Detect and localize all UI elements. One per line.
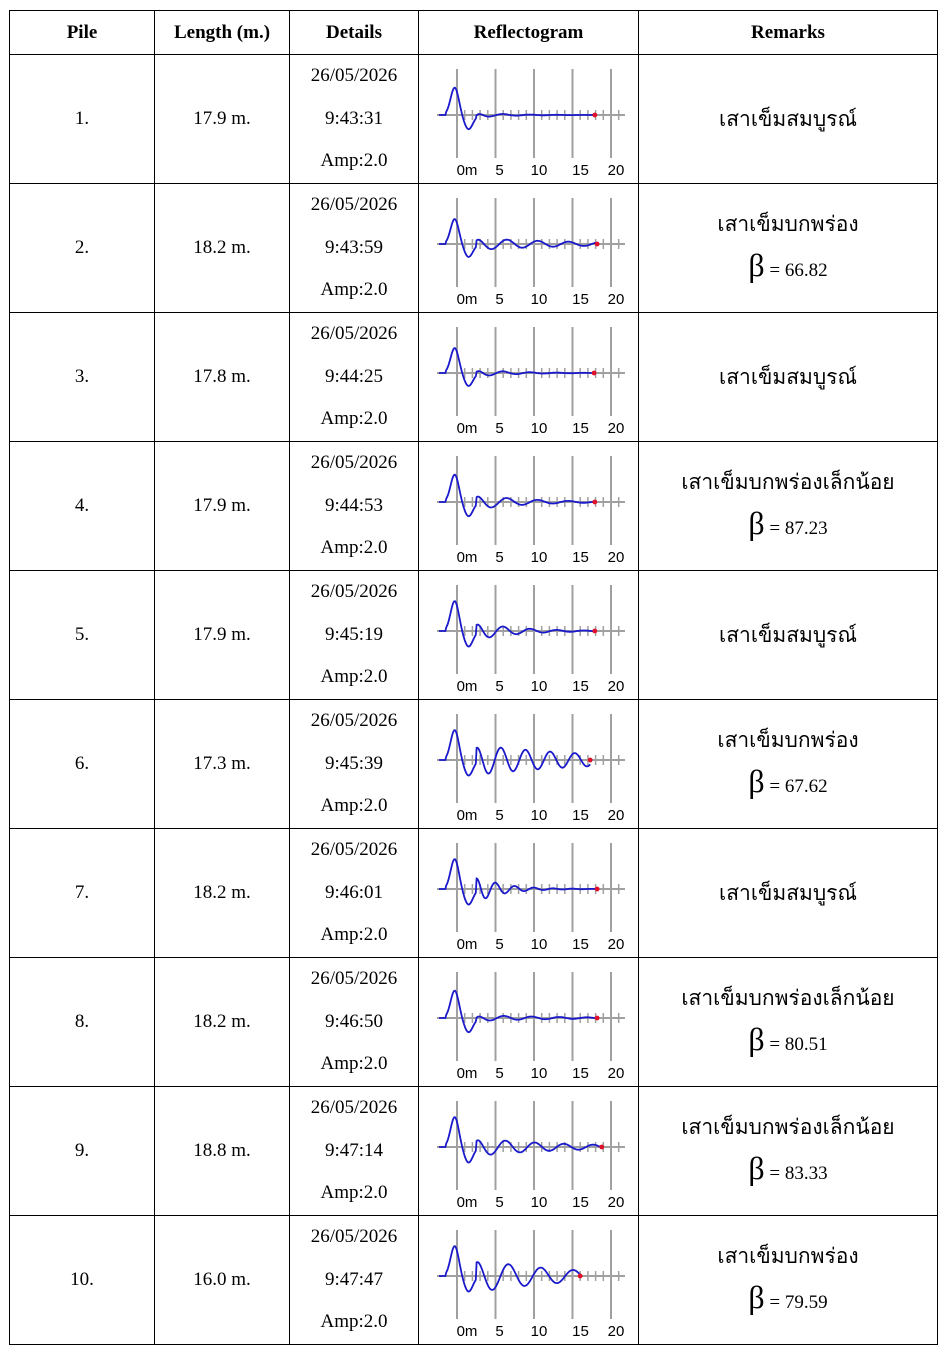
tick-label: 20 [607,1194,624,1211]
pile-length: 18.2 m. [155,829,290,958]
pile-number: 1. [10,55,155,184]
reflectogram-cell [419,829,639,958]
test-time: 9:47:14 [324,1139,384,1161]
amplification: Amp:2.0 [320,1182,388,1204]
tick-label: 0m [456,807,477,824]
pile-number: 6. [10,700,155,829]
tick-label: 10 [530,549,547,566]
toe-marker [594,1016,599,1021]
tick-label: 20 [607,936,624,953]
pile-details [290,1216,419,1345]
tick-label: 0m [456,1065,477,1082]
beta-symbol: β [748,1021,765,1057]
test-date: 26/05/2026 [310,710,398,732]
beta-line [639,760,937,808]
tick-label: 10 [530,1065,547,1082]
tick-label: 15 [571,1065,589,1082]
test-date: 26/05/2026 [310,452,398,474]
tick-label: 20 [607,678,624,695]
beta-value: = 66.82 [769,260,828,281]
test-time: 9:45:19 [324,623,384,645]
reflectogram-trace [439,730,590,775]
remark-text: เสาเข็มบกพร่อง [717,212,859,236]
test-date: 26/05/2026 [310,839,398,861]
remark-text: เสาเข็มสมบูรณ์ [719,365,857,389]
toe-marker [592,113,597,118]
header-length: Length (m.) [155,11,290,55]
pile-length: 18.8 m. [155,1087,290,1216]
beta-value: = 80.51 [769,1034,828,1055]
tick-label: 0m [456,678,477,695]
reflectogram-cell [419,1216,639,1345]
pile-details [290,184,419,313]
test-date: 26/05/2026 [310,323,398,345]
tick-label: 5 [494,420,504,437]
pile-details [290,571,419,700]
tick-label: 15 [571,936,589,953]
beta-line [639,502,937,550]
beta-value: = 67.62 [769,776,828,797]
tick-label: 10 [530,678,547,695]
pile-length: 17.3 m. [155,700,290,829]
toe-marker [594,242,599,247]
pile-number: 2. [10,184,155,313]
pile-number: 7. [10,829,155,958]
beta-symbol: β [748,247,765,283]
tick-label: 15 [571,1323,589,1340]
remark-text: เสาเข็มบกพร่อง [717,1244,859,1268]
pile-length: 17.9 m. [155,55,290,184]
tick-label: 20 [607,807,624,824]
header-pile: Pile [10,11,155,55]
toe-marker [592,629,597,634]
toe-marker [591,371,596,376]
tick-label: 10 [530,420,547,437]
test-time: 9:46:01 [324,881,384,903]
table-row [10,700,938,829]
header-remarks: Remarks [639,11,938,55]
remark-text: เสาเข็มบกพร่องเล็กน้อย [681,1115,895,1139]
remarks-cell [639,958,938,1087]
beta-line [639,1018,937,1066]
tick-label: 5 [494,549,504,566]
tick-label: 5 [494,162,504,179]
tick-label: 0m [456,162,477,179]
remark-text: เสาเข็มบกพร่องเล็กน้อย [681,470,895,494]
beta-symbol: β [748,1150,765,1186]
toe-marker [599,1145,604,1150]
pile-number: 4. [10,442,155,571]
tick-label: 15 [571,549,589,566]
test-date: 26/05/2026 [310,65,398,87]
remark-text: เสาเข็มสมบูรณ์ [719,881,857,905]
header-reflectogram: Reflectogram [419,11,639,55]
pile-details [290,55,419,184]
toe-marker [592,500,597,505]
reflectogram-cell [419,958,639,1087]
pile-number: 9. [10,1087,155,1216]
reflectogram-trace [439,601,594,646]
reflectogram-chart [427,962,631,1082]
tick-label: 5 [494,1194,504,1211]
tick-label: 15 [571,420,589,437]
remarks-cell [639,442,938,571]
tick-label: 15 [571,1194,589,1211]
reflectogram-chart [427,188,631,308]
toe-marker [587,758,592,763]
pile-details [290,829,419,958]
table-row [10,313,938,442]
reflectogram-cell [419,55,639,184]
beta-value: = 87.23 [769,518,828,539]
tick-label: 0m [456,936,477,953]
remarks-cell [639,571,938,700]
beta-symbol: β [748,505,765,541]
beta-symbol: β [748,1279,765,1315]
remark-text: เสาเข็มสมบูรณ์ [719,107,857,131]
tick-label: 20 [607,420,624,437]
remarks-cell [639,184,938,313]
reflectogram-cell [419,313,639,442]
amplification: Amp:2.0 [320,1311,388,1333]
beta-line [639,244,937,292]
reflectogram-cell [419,571,639,700]
tick-label: 0m [456,291,477,308]
test-date: 26/05/2026 [310,968,398,990]
tick-label: 15 [571,291,589,308]
tick-label: 0m [456,1194,477,1211]
reflectogram-cell [419,184,639,313]
table-row [10,958,938,1087]
tick-label: 5 [494,678,504,695]
tick-label: 10 [530,291,547,308]
remark-text: เสาเข็มสมบูรณ์ [719,623,857,647]
table-row [10,1087,938,1216]
pile-details [290,1087,419,1216]
table-row [10,55,938,184]
header-details: Details [290,11,419,55]
remarks-cell [639,55,938,184]
reflectogram-trace [439,88,594,130]
reflectogram-chart [427,1091,631,1211]
pile-details [290,442,419,571]
amplification: Amp:2.0 [320,279,388,301]
pile-length: 18.2 m. [155,958,290,1087]
tick-label: 5 [494,936,504,953]
pile-length: 17.9 m. [155,442,290,571]
tick-label: 10 [530,936,547,953]
pile-length: 16.0 m. [155,1216,290,1345]
pile-length: 18.2 m. [155,184,290,313]
reflectogram-cell [419,1087,639,1216]
beta-line [639,1147,937,1195]
tick-label: 20 [607,549,624,566]
tick-label: 15 [571,678,589,695]
table-row [10,571,938,700]
table-row [10,184,938,313]
test-date: 26/05/2026 [310,1226,398,1248]
reflectogram-chart [427,833,631,953]
test-time: 9:43:31 [324,107,384,129]
tick-label: 10 [530,162,547,179]
test-time: 9:45:39 [324,752,384,774]
tick-label: 10 [530,1194,547,1211]
remarks-cell [639,829,938,958]
toe-marker [594,887,599,892]
tick-label: 20 [607,1065,624,1082]
remark-text: เสาเข็มบกพร่อง [717,728,859,752]
table-body [10,55,938,1345]
tick-label: 5 [494,807,504,824]
reflectogram-chart [427,704,631,824]
pile-details [290,958,419,1087]
beta-symbol: β [748,763,765,799]
tick-label: 10 [530,1323,547,1340]
tick-label: 0m [456,1323,477,1340]
reflectogram-chart [427,317,631,437]
toe-marker [577,1274,582,1279]
test-time: 9:44:25 [324,365,384,387]
reflectogram-chart [427,575,631,695]
tick-label: 15 [571,162,589,179]
pile-results-table [9,10,938,1345]
test-date: 26/05/2026 [310,194,398,216]
reflectogram-trace [439,1117,601,1162]
pile-details [290,700,419,829]
tick-label: 0m [456,549,477,566]
tick-label: 15 [571,807,589,824]
tick-label: 5 [494,1065,504,1082]
reflectogram-chart [427,59,631,179]
reflectogram-trace [439,475,594,517]
test-time: 9:46:50 [324,1010,384,1032]
test-date: 26/05/2026 [310,581,398,603]
pile-length: 17.9 m. [155,571,290,700]
pile-number: 8. [10,958,155,1087]
amplification: Amp:2.0 [320,150,388,172]
reflectogram-trace [439,1246,580,1291]
table-row [10,442,938,571]
amplification: Amp:2.0 [320,666,388,688]
reflectogram-chart [427,1220,631,1340]
tick-label: 5 [494,1323,504,1340]
test-time: 9:43:59 [324,236,384,258]
remarks-cell [639,1087,938,1216]
amplification: Amp:2.0 [320,795,388,817]
remarks-cell [639,700,938,829]
remarks-cell [639,1216,938,1345]
header-row [10,11,938,55]
remark-text: เสาเข็มบกพร่องเล็กน้อย [681,986,895,1010]
pile-number: 5. [10,571,155,700]
tick-label: 20 [607,1323,624,1340]
pile-length: 17.8 m. [155,313,290,442]
amplification: Amp:2.0 [320,408,388,430]
reflectogram-trace [439,348,593,386]
table-row [10,1216,938,1345]
beta-line [639,1276,937,1324]
reflectogram-chart [427,446,631,566]
tick-label: 20 [607,291,624,308]
pile-details [290,313,419,442]
tick-label: 10 [530,807,547,824]
tick-label: 20 [607,162,624,179]
amplification: Amp:2.0 [320,924,388,946]
tick-label: 5 [494,291,504,308]
pile-number: 3. [10,313,155,442]
reflectogram-cell [419,700,639,829]
amplification: Amp:2.0 [320,537,388,559]
beta-value: = 79.59 [769,1292,828,1313]
tick-label: 0m [456,420,477,437]
amplification: Amp:2.0 [320,1053,388,1075]
pile-number: 10. [10,1216,155,1345]
table-row [10,829,938,958]
remarks-cell [639,313,938,442]
reflectogram-cell [419,442,639,571]
test-time: 9:47:47 [324,1268,384,1290]
beta-value: = 83.33 [769,1163,828,1184]
test-time: 9:44:53 [324,494,384,516]
test-date: 26/05/2026 [310,1097,398,1119]
